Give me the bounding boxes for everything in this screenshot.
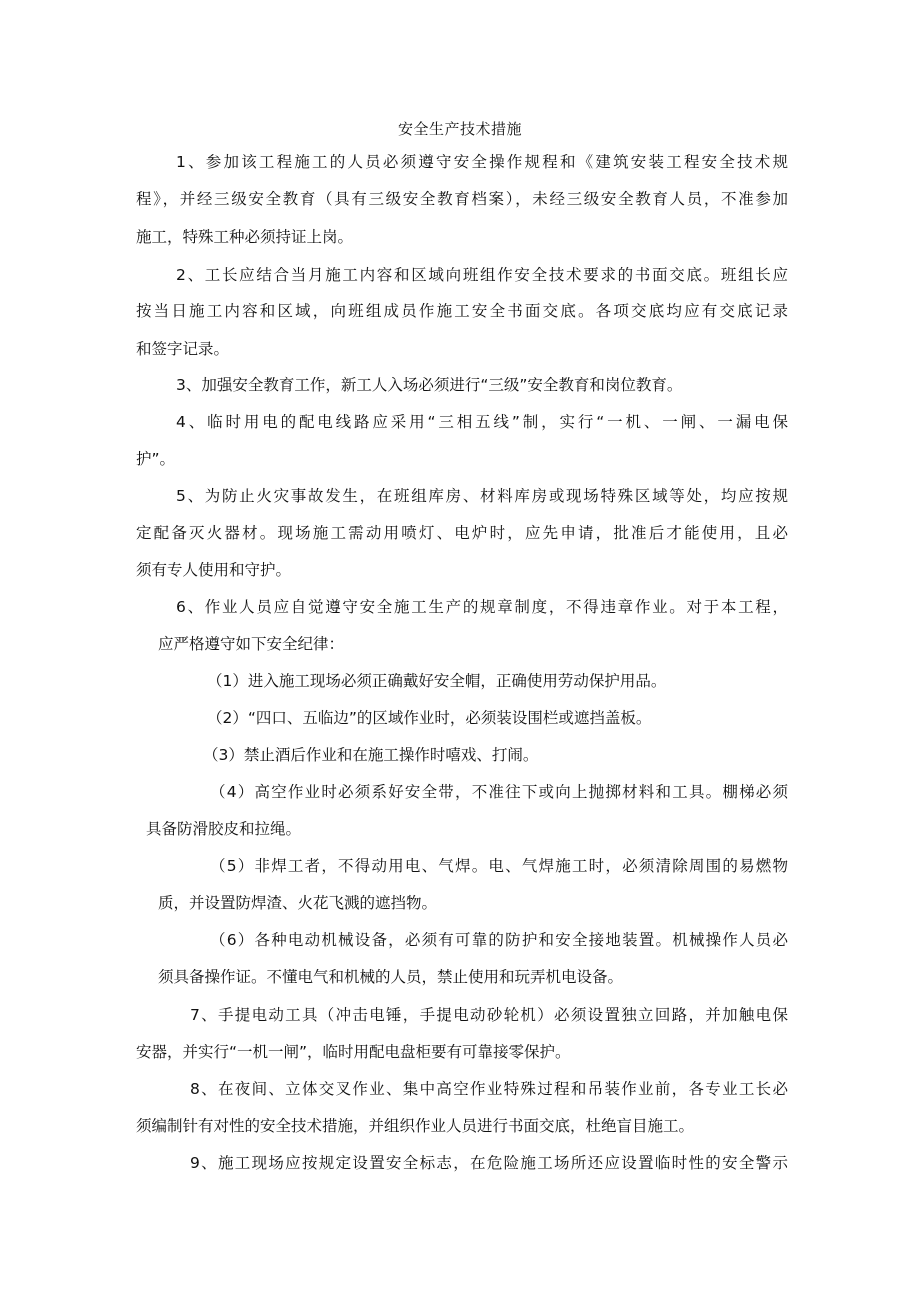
sub-item-line: （4）高空作业时必须系好安全带，不准往下或向上抛掷材料和工具。棚梯必须 [210, 783, 788, 801]
sub-item-line: 须具备操作证。不懂电气和机械的人员，禁止使用和玩弄机电设备。 [158, 968, 624, 986]
paragraph-line: 7、手提电动工具（冲击电锤，手提电动砂轮机）必须设置独立回路，并加触电保 [190, 1006, 788, 1024]
sub-item-line: 质，并设置防焊渣、火花飞溅的遮挡物。 [158, 894, 438, 912]
paragraph-line: 4、临时用电的配电线路应采用“三相五线”制，实行“一机、一闸、一漏电保 [176, 413, 788, 431]
paragraph-line: 8、在夜间、立体交叉作业、集中高空作业特殊过程和吊装作业前，各专业工长必 [190, 1080, 788, 1098]
sub-item-line: （5）非焊工者，不得动用电、气焊。电、气焊施工时，必须清除周围的易燃物 [210, 857, 788, 875]
paragraph-line: 程》，并经三级安全教育（具有三级安全教育档案），未经三级安全教育人员，不准参加 [136, 190, 788, 208]
paragraph-line: 施工，特殊工种必须持证上岗。 [136, 228, 354, 246]
paragraph-line: 安器，并实行“一机一闸”，临时用配电盘柜要有可靠接零保护。 [136, 1043, 571, 1061]
paragraph-line: 应严格遵守如下安全纪律： [158, 635, 345, 653]
sub-item-line: 具备防滑胶皮和拉绳。 [146, 820, 302, 838]
paragraph-line: 护”。 [136, 450, 176, 468]
paragraph-line: 9、施工现场应按规定设置安全标志，在危险施工场所还应设置临时性的安全警示 [190, 1154, 788, 1172]
paragraph-line: 定配备灭火器材。现场施工需动用喷灯、电炉时，应先申请，批准后才能使用，且必 [136, 524, 788, 542]
paragraph-line: 5、为防止火灾事故发生，在班组库房、材料库房或现场特殊区域等处，均应按规 [176, 487, 788, 505]
document-title: 安全生产技术措施 [397, 120, 522, 138]
paragraph-line: 按当日施工内容和区域，向班组成员作施工安全书面交底。各项交底均应有交底记录 [136, 302, 788, 320]
sub-item-line: （2）“四口、五临边”的区域作业时，必须装设围栏或遮挡盖板。 [207, 709, 652, 727]
sub-item-line: （6）各种电动机械设备，必须有可靠的防护和安全接地装置。机械操作人员必 [210, 931, 788, 949]
paragraph-line: 6、作业人员应自觉遵守安全施工生产的规章制度，不得违章作业。对于本工程， [176, 598, 788, 616]
paragraph-line: 须编制针有对性的安全技术措施，并组织作业人员进行书面交底，杜绝盲目施工。 [136, 1117, 695, 1135]
sub-item-line: （3）禁止酒后作业和在施工操作时嘻戏、打闹。 [203, 746, 539, 764]
paragraph-line: 须有专人使用和守护。 [136, 561, 292, 579]
paragraph-line: 2、工长应结合当月施工内容和区域向班组作安全技术要求的书面交底。班组长应 [176, 266, 788, 284]
paragraph-line: 1、参加该工程施工的人员必须遵守安全操作规程和《建筑安装工程安全技术规 [176, 153, 788, 171]
paragraph-line: 3、加强安全教育工作，新工人入场必须进行“三级”安全教育和岗位教育。 [176, 376, 683, 394]
paragraph-line: 和签字记录。 [136, 340, 230, 358]
sub-item-line: （1）进入施工现场必须正确戴好安全帽，正确使用劳动保护用品。 [207, 672, 667, 690]
